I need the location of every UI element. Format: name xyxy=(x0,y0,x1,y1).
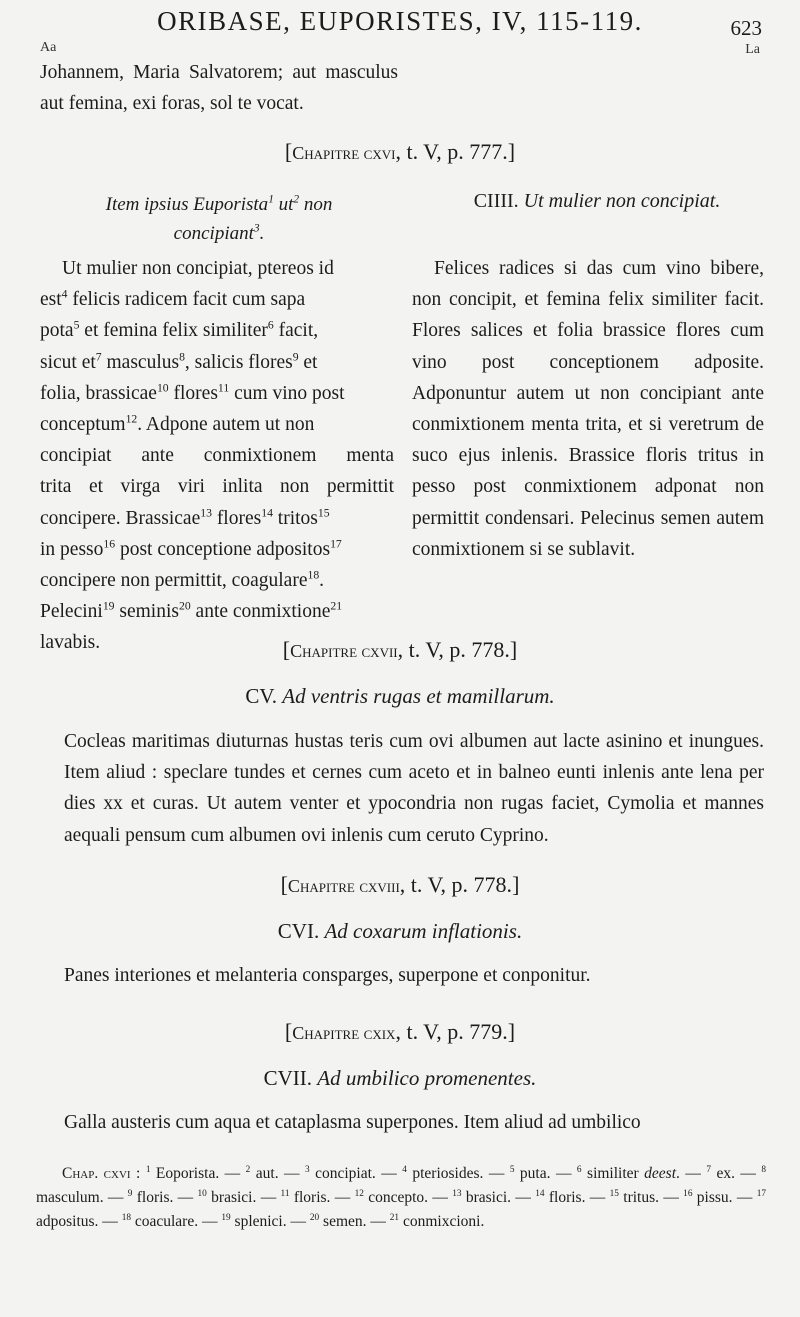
title-part: concipiant xyxy=(173,223,254,244)
left-column-title xyxy=(40,190,398,248)
line-text: Pelecini xyxy=(40,601,103,623)
section-title: Ut mulier non concipiat. xyxy=(523,190,721,212)
line-text: est xyxy=(40,289,62,311)
line-text: Ut mulier non concipiat, ptereos id xyxy=(62,258,334,279)
line-text: , salicis flores xyxy=(184,351,293,373)
footnote-marker: 5 xyxy=(509,1164,515,1175)
chapter-label: Chapitre cxvi xyxy=(292,143,396,163)
footnote-marker: 16 xyxy=(103,537,116,551)
footnote-marker: 3 xyxy=(253,222,260,235)
section-number: CIIII. xyxy=(473,190,519,212)
chapter-label: Chapitre cxvii xyxy=(290,641,398,661)
text-line xyxy=(40,503,394,534)
footnote-marker: 15 xyxy=(317,506,330,520)
footnote-text: similiter xyxy=(581,1165,645,1182)
line-text: conceptum xyxy=(40,414,126,436)
section-number: CVII. xyxy=(263,1066,313,1090)
line-text: concipiat ante conmixtionem menta xyxy=(40,445,394,467)
footnote-marker: 7 xyxy=(95,350,102,364)
title-part: non xyxy=(299,194,333,215)
section-text-cvi: Panes interiones et melanteria consparges, superpone et conponitur. xyxy=(64,965,591,986)
line-text: ante conmixtione xyxy=(190,601,331,623)
footnote-marker: 9 xyxy=(292,350,299,364)
footnote-marker: 13 xyxy=(200,506,212,520)
footnote-marker: 21 xyxy=(330,599,343,613)
footnote-text: concipiat. — xyxy=(309,1165,403,1182)
footnote-marker: 3 xyxy=(305,1164,310,1175)
footnote-marker: 16 xyxy=(683,1188,693,1199)
footnote-marker: 5 xyxy=(73,318,80,332)
margin-note-right: La xyxy=(745,42,760,57)
footnote-marker: 20 xyxy=(309,1212,320,1223)
footnote-marker: 11 xyxy=(280,1188,290,1199)
footnote-text: . — xyxy=(676,1165,707,1182)
line-text: flores xyxy=(211,507,262,529)
line-text: post conceptione adpositos xyxy=(115,538,331,560)
footnote-marker: 12 xyxy=(354,1188,364,1199)
line-text: et femina felix similiter xyxy=(79,320,268,342)
footnote-marker: 1 xyxy=(268,193,274,206)
line-text: felicis radicem facit cum sapa xyxy=(67,289,306,311)
footnotes xyxy=(36,1162,766,1234)
line-text: concipere. Brassicae xyxy=(40,507,201,529)
footnote-marker: 19 xyxy=(221,1212,231,1223)
footnote-text: ex. — xyxy=(711,1165,762,1182)
footnote-marker: 2 xyxy=(245,1164,251,1175)
chapter-ref-116: [Chapitre cxvi, t. V, p. 777.] xyxy=(284,139,516,164)
footnote-marker: 14 xyxy=(261,506,273,520)
line-text: lavabis. xyxy=(40,632,101,654)
text-line xyxy=(40,440,394,471)
footnote-marker: 10 xyxy=(197,1188,207,1199)
footnote-text: floris. — xyxy=(132,1189,198,1206)
title-part: ut xyxy=(273,194,294,215)
text-line xyxy=(40,409,394,440)
right-column-title xyxy=(432,190,762,213)
footnote-marker: 15 xyxy=(609,1188,619,1199)
section-text-cvii: Galla austeris cum aqua et cataplasma superpones. Item aliud ad umbilico xyxy=(64,1112,641,1133)
footnote-text: deest xyxy=(644,1165,677,1182)
line-text: in pesso xyxy=(40,538,104,560)
text-line xyxy=(40,596,394,627)
line-text: pota xyxy=(40,320,74,342)
text-line xyxy=(40,315,394,346)
text-line xyxy=(40,378,394,409)
section-title: Ad ventris rugas et mamillarum. xyxy=(282,684,555,708)
footnote-text: tritus. — xyxy=(618,1189,684,1206)
footnote-text: adpositus. — xyxy=(36,1213,122,1230)
section-number: CV. xyxy=(245,684,278,708)
footnote-label: Chap. cxvi : xyxy=(62,1165,141,1182)
top-text: Johannem, Maria Salvatorem; aut masculus aut femina, exi foras, sol te vocat. xyxy=(40,62,398,115)
line-text: seminis xyxy=(114,601,179,623)
line-text: tritos xyxy=(272,507,318,529)
title-part: . xyxy=(259,223,265,244)
chapter-ref: , t. V, p. 779. xyxy=(395,1019,508,1044)
section-heading-cvi xyxy=(0,919,800,944)
footnote-marker: 17 xyxy=(330,537,342,551)
left-column-text xyxy=(40,253,394,659)
footnote-text: brasici. — xyxy=(206,1189,281,1206)
footnote-marker: 8 xyxy=(761,1164,767,1175)
title-part: Item ipsius Euporista xyxy=(105,194,269,215)
footnote-marker: 8 xyxy=(179,350,185,364)
text-line xyxy=(40,471,394,502)
text-line xyxy=(40,347,394,378)
text-line xyxy=(40,534,394,565)
right-column-text: Felices radices si das cum vino bibere, non concipit, et femina felix similiter facit. Flores salices et folia brassice flores cum vino post conceptionem adposite. Adponuntur autem ut non concipiant ante conmixtionem menta trita, et si veretrum de suco ejus inlenis. Brassice floris tritus in pesso post conmixtionem adponat non permittit condensari. Pelecinus semen autem conmixtionem si se sublavit. xyxy=(412,258,764,560)
footnote-marker: 10 xyxy=(156,381,169,395)
footnote-text: conmixcioni. xyxy=(399,1213,485,1230)
footnote-text: aut. — xyxy=(250,1165,305,1182)
footnote-text: semen. — xyxy=(319,1213,390,1230)
margin-note-left: Aa xyxy=(40,40,57,55)
line-text: trita et virga viri inlita non permittit xyxy=(40,476,394,498)
footnote-text: pteriosides. — xyxy=(406,1165,510,1182)
footnote-marker: 11 xyxy=(217,381,230,395)
line-text: cum vino post xyxy=(229,382,345,404)
line-text: folia, brassicae xyxy=(40,382,157,404)
section-number: CVI. xyxy=(277,919,320,943)
text-line xyxy=(40,253,394,284)
section-heading-cv xyxy=(0,684,800,709)
chapter-label: Chapitre cxix xyxy=(292,1023,396,1043)
footnote-text: masculum. — xyxy=(36,1189,128,1206)
footnote-marker: 14 xyxy=(535,1188,545,1199)
page-number: 623 xyxy=(730,16,762,40)
line-text: concipere non permittit, coagulare xyxy=(40,570,308,592)
section-title: Ad umbilico promenentes. xyxy=(317,1066,537,1090)
text-line xyxy=(40,565,394,596)
line-text: et xyxy=(298,351,318,373)
footnote-marker: 9 xyxy=(127,1188,133,1199)
footnote-marker: 7 xyxy=(706,1164,711,1175)
line-text: sicut et xyxy=(40,351,96,373)
footnote-marker: 18 xyxy=(307,568,320,582)
footnote-marker: 12 xyxy=(125,412,138,426)
footnote-marker: 6 xyxy=(576,1164,582,1175)
line-text: . Adpone autem ut non xyxy=(137,414,315,436)
chapter-ref-117: [Chapitre cxvii, t. V, p. 778.] xyxy=(282,637,518,662)
chapter-label: Chapitre cxviii xyxy=(287,876,400,896)
footnote-marker: 17 xyxy=(756,1188,767,1199)
footnote-marker: 4 xyxy=(402,1164,407,1175)
section-title: Ad coxarum inflationis. xyxy=(324,919,523,943)
chapter-ref: , t. V, p. 778. xyxy=(399,872,513,897)
line-text: masculus xyxy=(101,351,180,373)
footnote-marker: 4 xyxy=(61,287,68,301)
footnote-marker: 1 xyxy=(145,1164,151,1175)
footnote-text: brasici. — xyxy=(461,1189,536,1206)
line-text: . xyxy=(319,570,325,592)
footnote-text: floris. — xyxy=(289,1189,355,1206)
chapter-ref: , t. V, p. 778. xyxy=(397,637,510,662)
section-text-cv: Cocleas maritimas diuturnas hustas teris cum ovi albumen aut lacte asinino et inungues. Item aliud : speclare tundes et cernes cum aceto et in balneo eunti inlenis ante lena per dies xx et curas. Ut autem venter et ypocondria non rugas faciet, Cymolia et mannes aequali pensum cum albumen ovi inlenis cum ceruto Cyprino. xyxy=(64,731,764,846)
footnote-text: coaculare. — xyxy=(130,1213,222,1230)
footnote-text: pissu. — xyxy=(692,1189,757,1206)
footnote-marker: 19 xyxy=(102,599,115,613)
text-line xyxy=(40,284,394,315)
footnote-text: floris. — xyxy=(544,1189,610,1206)
footnote-marker: 2 xyxy=(293,193,300,206)
footnote-text: splenici. — xyxy=(230,1213,310,1230)
line-text: facit, xyxy=(273,320,319,342)
chapter-ref-119: [Chapitre cxix, t. V, p. 779.] xyxy=(284,1019,516,1044)
footnote-text: Eoporista. — xyxy=(150,1165,246,1182)
section-heading-cvii xyxy=(0,1066,800,1091)
footnote-marker: 6 xyxy=(267,318,274,332)
footnote-marker: 21 xyxy=(389,1212,400,1223)
footnote-marker: 13 xyxy=(452,1188,462,1199)
chapter-ref-118: [Chapitre cxviii, t. V, p. 778.] xyxy=(280,872,520,897)
footnote-text: puta. — xyxy=(514,1165,577,1182)
running-title: ORIBASE, EUPORISTES, IV, 115-119. xyxy=(157,6,643,36)
footnote-marker: 20 xyxy=(178,599,191,613)
footnote-marker: 18 xyxy=(121,1212,131,1223)
line-text: flores xyxy=(168,382,218,404)
chapter-ref: , t. V, p. 777. xyxy=(395,139,508,164)
footnote-text: concepto. — xyxy=(363,1189,453,1206)
